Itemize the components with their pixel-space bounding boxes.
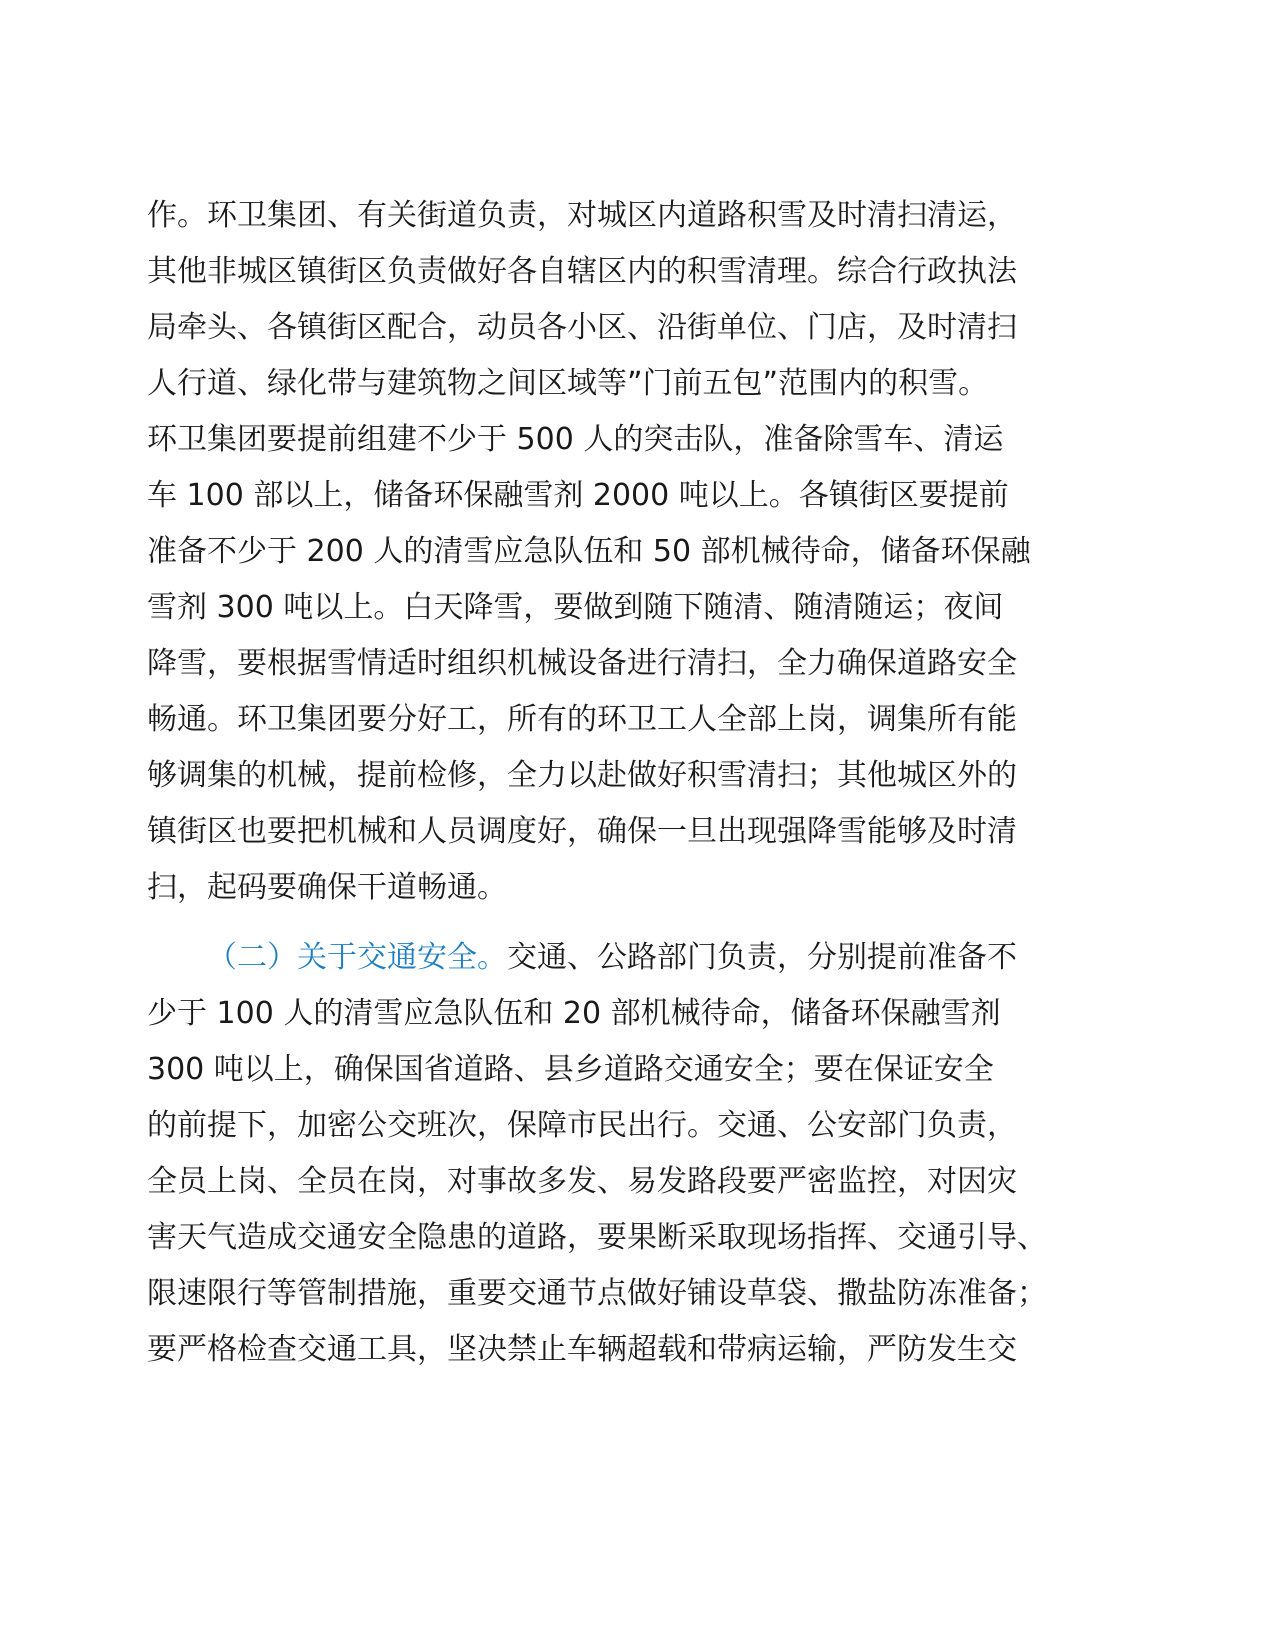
text-line: 够调集的机械，提前检修，全力以赴做好积雪清扫；其他城区外的 [147, 758, 1017, 793]
text-line: 其他非城区镇街区负责做好各自辖区内的积雪清理。综合行政执法 [147, 254, 1017, 289]
text-line: 雪剂 300 吨以上。白天降雪，要做到随下随清、随清随运；夜间 [147, 590, 1004, 625]
text-line: 要严格检查交通工具，坚决禁止车辆超载和带病运输，严防发生交 [147, 1332, 1017, 1367]
text-line: 镇街区也要把机械和人员调度好，确保一旦出现强降雪能够及时清 [147, 814, 1017, 849]
text-run: 交通、公路部门负责，分别提前准备不 [507, 940, 1017, 975]
text-line: 畅通。环卫集团要分好工，所有的环卫工人全部上岗，调集所有能 [147, 702, 1017, 737]
text-line: 局牵头、各镇街区配合，动员各小区、沿街单位、门店，及时清扫 [147, 310, 1017, 345]
text-line: 降雪，要根据雪情适时组织机械设备进行清扫，全力确保道路安全 [147, 646, 1017, 681]
text-line: 环卫集团要提前组建不少于 500 人的突击队，准备除雪车、清运 [147, 422, 1004, 457]
text-line: 车 100 部以上，储备环保融雪剂 2000 吨以上。各镇街区要提前 [147, 478, 1009, 513]
text-line: 人行道、绿化带与建筑物之间区域等”门前五包”范围内的积雪。 [147, 366, 989, 401]
text-line: 限速限行等管制措施，重要交通节点做好铺设草袋、撒盐防冻准备； [147, 1276, 1047, 1311]
text-line: 的前提下，加密公交班次，保障市民出行。交通、公安部门负责， [147, 1108, 1017, 1143]
text-line: 扫，起码要确保干道畅通。 [147, 870, 507, 905]
text-line: 300 吨以上，确保国省道路、县乡道路交通安全；要在保证安全 [147, 1052, 994, 1087]
section-heading: （二）关于交通安全。 [207, 940, 507, 975]
text-line: 害天气造成交通安全隐患的道路，要果断采取现场指挥、交通引导、 [147, 1220, 1047, 1255]
text-line: 少于 100 人的清雪应急队伍和 20 部机械待命，储备环保融雪剂 [147, 996, 1001, 1031]
text-line: 准备不少于 200 人的清雪应急队伍和 50 部机械待命，储备环保融 [147, 534, 1031, 569]
text-line: 作。环卫集团、有关街道负责，对城区内道路积雪及时清扫清运， [147, 198, 1017, 233]
text-line-first [207, 938, 1017, 978]
text-line: 全员上岗、全员在岗，对事故多发、易发路段要严密监控，对因灾 [147, 1164, 1017, 1199]
